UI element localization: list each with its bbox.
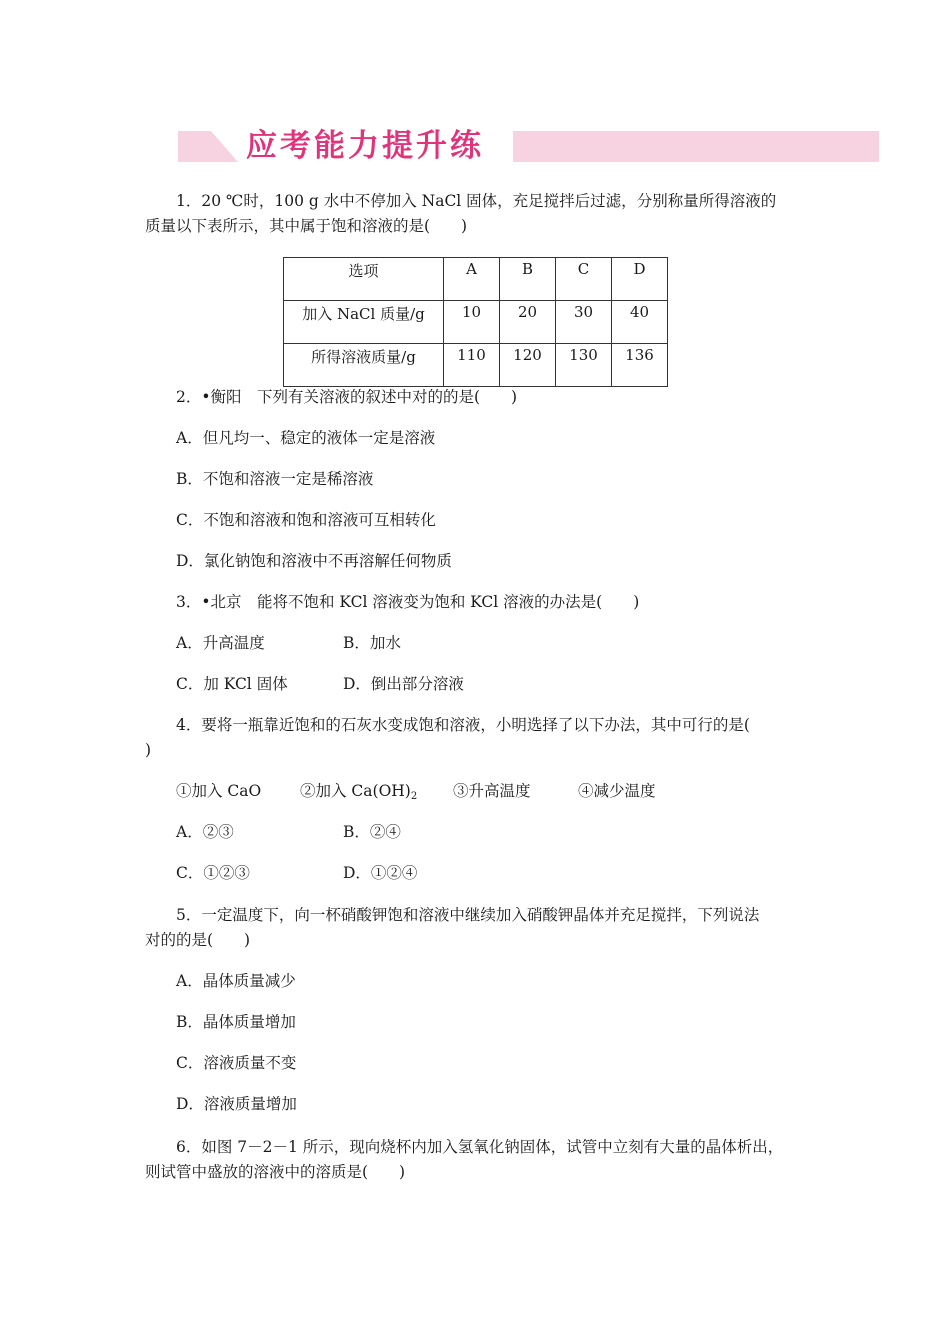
table-cell: 所得溶液质量/g xyxy=(284,344,444,387)
q5-option-c: C．溶液质量不变 xyxy=(176,1054,297,1072)
table-row xyxy=(284,301,668,344)
q4-method-2-text: ②加入 Ca(OH) xyxy=(300,782,411,800)
q3-option-d: D．倒出部分溶液 xyxy=(343,675,464,693)
table-cell: 10 xyxy=(444,301,500,344)
q4-option-b: B．②④ xyxy=(343,823,401,841)
q4-method-2-subscript: 2 xyxy=(410,791,418,802)
q3-option-b: B．加水 xyxy=(343,634,401,652)
banner-decoration-left xyxy=(178,131,238,162)
q5-option-d: D．溶液质量增加 xyxy=(176,1095,297,1113)
table-cell: 136 xyxy=(612,344,668,387)
q5-stem-line1: 5．一定温度下，向一杯硝酸钾饱和溶液中继续加入硝酸钾晶体并充足搅拌，下列说法 xyxy=(176,906,760,924)
table-header-row xyxy=(284,258,668,301)
q2-option-a: A．但凡均一、稳定的液体一定是溶液 xyxy=(176,429,436,447)
q4-method-1: ①加入 CaO xyxy=(176,782,262,800)
q4-option-c: C．①②③ xyxy=(176,864,250,882)
q4-stem-line2: ) xyxy=(145,741,152,759)
q5-option-b: B．晶体质量增加 xyxy=(176,1013,296,1031)
q4-stem-line1: 4．要将一瓶靠近饱和的石灰水变成饱和溶液，小明选择了以下办法，其中可行的是( xyxy=(176,716,750,734)
table-header-cell: 选项 xyxy=(284,258,444,301)
q2-option-d: D．氯化钠饱和溶液中不再溶解任何物质 xyxy=(176,552,452,570)
section-title: 应考能力提升练 xyxy=(246,128,484,164)
table-cell: 120 xyxy=(500,344,556,387)
q2-option-c: C．不饱和溶液和饱和溶液可互相转化 xyxy=(176,511,436,529)
q1-data-table xyxy=(283,257,668,387)
q3-option-a: A．升高温度 xyxy=(176,634,265,652)
table-cell: 130 xyxy=(556,344,612,387)
q4-option-a: A．②③ xyxy=(176,823,234,841)
table-header-cell: C xyxy=(556,258,612,301)
q5-stem-line2: 对的的是( ) xyxy=(145,931,251,949)
q3-stem: 3．•北京 能将不饱和 KCl 溶液变为饱和 KCl 溶液的办法是( ) xyxy=(176,593,640,611)
table-header-cell: D xyxy=(612,258,668,301)
q2-option-b: B．不饱和溶液一定是稀溶液 xyxy=(176,470,374,488)
q1-stem-line2: 质量以下表所示，其中属于饱和溶液的是( ) xyxy=(145,217,468,235)
q5-option-a: A．晶体质量减少 xyxy=(176,972,296,990)
table-header-cell: A xyxy=(444,258,500,301)
q2-stem: 2．•衡阳 下列有关溶液的叙述中对的的是( ) xyxy=(176,388,518,406)
q4-option-d: D．①②④ xyxy=(343,864,418,882)
q6-stem-line1: 6．如图 7－2－1 所示，现向烧杯内加入氢氧化钠固体，试管中立刻有大量的晶体析出， xyxy=(176,1138,784,1156)
table-cell: 20 xyxy=(500,301,556,344)
q4-method-2 xyxy=(300,781,417,807)
q1-stem-line1: 1．20 ℃时，100 g 水中不停加入 NaCl 固体，充足搅拌后过滤，分别称量所得溶液的 xyxy=(176,192,777,210)
table-cell: 30 xyxy=(556,301,612,344)
table-cell: 加入 NaCl 质量/g xyxy=(284,301,444,344)
q4-method-4: ④减少温度 xyxy=(578,782,656,800)
q3-option-c: C．加 KCl 固体 xyxy=(176,675,288,693)
table-header-cell: B xyxy=(500,258,556,301)
table-row xyxy=(284,344,668,387)
table-cell: 40 xyxy=(612,301,668,344)
q6-stem-line2: 则试管中盛放的溶液中的溶质是( ) xyxy=(145,1163,406,1181)
banner-decoration-right xyxy=(513,131,879,162)
q4-method-3: ③升高温度 xyxy=(453,782,531,800)
table-cell: 110 xyxy=(444,344,500,387)
